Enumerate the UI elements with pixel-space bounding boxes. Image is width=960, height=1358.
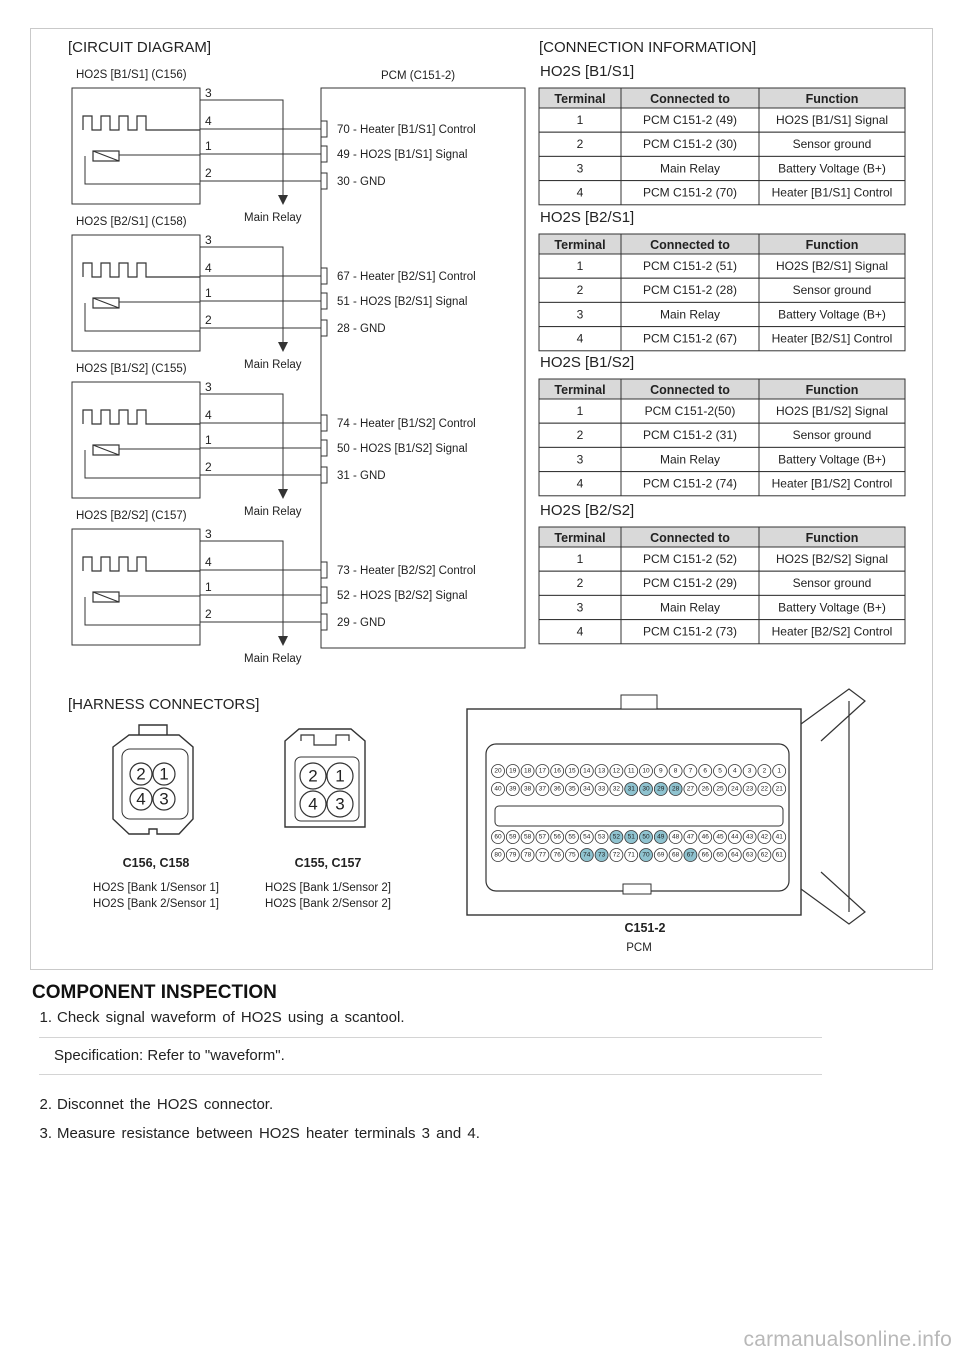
sensor-box xyxy=(72,529,200,645)
sensor-element-slash xyxy=(93,445,119,455)
pcm-pin-number: 18 xyxy=(523,767,532,775)
pcm-pin-number: 24 xyxy=(731,785,739,793)
table-cell: Main Relay xyxy=(659,307,721,322)
pcm-pin-number: 80 xyxy=(494,851,502,859)
sensor-box xyxy=(72,88,200,204)
table-cell: Heater [B1/S1] Control xyxy=(771,185,893,200)
pcm-connector-divider xyxy=(495,806,783,826)
connector-pin-number: 2 xyxy=(308,766,318,786)
pcm-pin-number: 3 xyxy=(747,767,752,775)
connector-pin-number: 4 xyxy=(308,794,318,814)
table-cell: Battery Voltage (B+) xyxy=(778,307,886,322)
arrow-down-icon xyxy=(278,342,288,352)
pcm-pin-number: 40 xyxy=(494,785,502,793)
pcm-pin-number: 11 xyxy=(627,767,635,775)
table-cell: 1 xyxy=(576,404,584,418)
pcm-pin-number: 49 xyxy=(657,833,665,841)
table-cell: PCM C151-2 (30) xyxy=(642,137,738,152)
pcm-pin-number: 51 xyxy=(627,833,635,841)
pcm-connector-key xyxy=(623,884,651,894)
connection-table-4 xyxy=(539,502,905,644)
pin-label: 4 xyxy=(205,261,212,275)
table-cell: HO2S [B2/S2] Signal xyxy=(775,552,889,566)
table-cell: 4 xyxy=(576,476,584,491)
pcm-pin-number: 28 xyxy=(671,785,680,793)
pin-label: 1 xyxy=(205,580,212,594)
pcm-pin-number: 50 xyxy=(642,833,650,841)
connection-table-title: HO2S [B2/S1] xyxy=(540,209,635,226)
pcm-terminal-label: 30 - GND xyxy=(337,176,386,188)
pcm-pin-number: 4 xyxy=(732,767,737,775)
step-3 xyxy=(32,1125,480,1142)
pin-label: 2 xyxy=(205,460,212,474)
circuit-diagram-svg xyxy=(31,29,932,969)
pcm-pin-number: 29 xyxy=(657,785,665,793)
pcm-pin-number: 25 xyxy=(716,785,724,793)
table-cell: PCM C151-2 (73) xyxy=(642,624,738,639)
sensor-element-slash xyxy=(93,298,119,308)
main-relay-wire xyxy=(200,394,283,495)
pcm-pin-number: 35 xyxy=(568,785,576,793)
wiring-diagram-figure xyxy=(30,28,933,970)
pcm-terminal-bracket xyxy=(321,121,327,137)
connector-latch xyxy=(139,725,167,735)
pcm-pin-number: 46 xyxy=(701,833,709,841)
table-header-cell: Function xyxy=(805,531,859,545)
table-cell: Heater [B2/S2] Control xyxy=(771,624,893,639)
pcm-pin-number: 6 xyxy=(703,767,708,775)
table-cell: Sensor ground xyxy=(792,137,872,152)
pcm-terminal-label: 31 - GND xyxy=(337,470,386,482)
table-header-cell: Terminal xyxy=(554,238,606,252)
pcm-pin-number: 60 xyxy=(494,833,502,841)
main-relay-label: Main Relay xyxy=(244,506,302,518)
table-cell: PCM C151-2 (31) xyxy=(642,428,738,443)
specification-note: Specification: Refer to "waveform". xyxy=(39,1037,822,1075)
sensor-circuit-3 xyxy=(72,363,476,518)
pcm-pin-number: 59 xyxy=(509,833,517,841)
table-cell: 4 xyxy=(576,331,584,346)
sensor-circuit-4 xyxy=(72,510,476,665)
pcm-pin-number: 1 xyxy=(777,767,782,775)
connector-desc: HO2S [Bank 2/Sensor 2] xyxy=(265,898,391,910)
heater-element-icon xyxy=(83,263,200,277)
step-number: 2. xyxy=(39,1096,52,1113)
pcm-terminal-bracket xyxy=(321,320,327,336)
pcm-terminal-label: 51 - HO2S [B2/S1] Signal xyxy=(337,296,468,308)
heater-element-icon xyxy=(83,557,200,571)
heater-element-icon xyxy=(83,410,200,424)
pcm-pin-number: 55 xyxy=(568,833,576,841)
sensor-circuit-1 xyxy=(72,69,476,224)
pin-label: 2 xyxy=(205,166,212,180)
table-cell: 1 xyxy=(576,552,584,566)
pin-label: 1 xyxy=(205,139,212,153)
pcm-terminal-label: 70 - Heater [B1/S1] Control xyxy=(337,124,476,136)
pin-label: 1 xyxy=(205,433,212,447)
connector-pin-number: 1 xyxy=(159,764,169,784)
connection-table-title: HO2S [B1/S2] xyxy=(540,354,635,371)
pcm-pin-number: 64 xyxy=(731,851,739,859)
step-text: Measure resistance between HO2S heater terminals 3 and 4. xyxy=(57,1125,480,1142)
pcm-connector-lever xyxy=(801,689,865,924)
ground-wire xyxy=(85,597,200,625)
sensor-name: HO2S [B1/S2] (C155) xyxy=(76,363,187,375)
pcm-pin-number: 71 xyxy=(627,851,635,859)
connector-label: C156, C158 xyxy=(122,856,190,870)
pcm-pin-number: 14 xyxy=(583,767,591,775)
table-cell: 3 xyxy=(576,161,584,176)
pin-label: 1 xyxy=(205,286,212,300)
connector-desc: HO2S [Bank 1/Sensor 1] xyxy=(93,882,219,894)
pcm-connector-label: C151-2 xyxy=(624,921,666,935)
pcm-pin-number: 23 xyxy=(745,785,754,793)
heater-element-icon xyxy=(83,116,200,130)
table-cell: PCM C151-2 (70) xyxy=(642,185,738,200)
table-cell: PCM C151-2 (29) xyxy=(642,576,738,591)
sensor-element-slash xyxy=(93,592,119,602)
pcm-pin-number: 52 xyxy=(612,833,621,841)
pcm-terminal-label: 73 - Heater [B2/S2] Control xyxy=(337,565,476,577)
pcm-pin-number: 37 xyxy=(538,785,547,793)
table-cell: 1 xyxy=(576,259,584,273)
main-relay-label: Main Relay xyxy=(244,653,302,665)
main-relay-label: Main Relay xyxy=(244,212,302,224)
table-header-cell: Function xyxy=(805,238,859,252)
pcm-terminal-label: 67 - Heater [B2/S1] Control xyxy=(337,271,476,283)
main-relay-wire xyxy=(200,100,283,201)
table-cell: Heater [B2/S1] Control xyxy=(771,331,893,346)
pin-label: 3 xyxy=(205,380,212,394)
pcm-pin-number: 77 xyxy=(538,851,547,859)
table-header-cell: Connected to xyxy=(650,531,730,545)
table-cell: Main Relay xyxy=(659,600,721,615)
pcm-pin-number: 68 xyxy=(671,851,680,859)
pcm-box xyxy=(321,88,525,648)
table-cell: 3 xyxy=(576,600,584,615)
connector-label: C155, C157 xyxy=(294,856,362,870)
harness-connectors-title: [HARNESS CONNECTORS] xyxy=(68,696,260,713)
pcm-pin-number: 62 xyxy=(760,851,769,859)
table-cell: 2 xyxy=(576,576,584,591)
pcm-pin-number: 56 xyxy=(553,833,561,841)
pcm-terminal-label: 29 - GND xyxy=(337,617,386,629)
table-cell: PCM C151-2 (49) xyxy=(642,113,738,127)
pcm-pin-number: 39 xyxy=(509,785,517,793)
connector-c156 xyxy=(93,725,219,910)
pin-label: 4 xyxy=(205,408,212,422)
pcm-pin-number: 57 xyxy=(538,833,547,841)
pcm-pin-number: 10 xyxy=(642,767,650,775)
connector-c155 xyxy=(265,729,391,910)
watermark: carmanualsonline.info xyxy=(743,1328,952,1351)
table-cell: Main Relay xyxy=(659,452,721,467)
table-cell: Sensor ground xyxy=(792,283,872,298)
pcm-pin-number: 21 xyxy=(775,785,783,793)
table-cell: Heater [B1/S2] Control xyxy=(771,476,893,491)
pcm-pin-number: 41 xyxy=(775,833,783,841)
table-cell: 1 xyxy=(576,113,584,127)
pcm-pin-number: 42 xyxy=(760,833,769,841)
pcm-pin-number: 65 xyxy=(716,851,724,859)
connection-table-1 xyxy=(539,63,905,205)
table-cell: 2 xyxy=(576,428,584,443)
table-header-cell: Connected to xyxy=(650,383,730,397)
table-cell: PCM C151-2 (67) xyxy=(642,331,738,346)
main-relay-wire xyxy=(200,247,283,348)
pcm-pin-number: 12 xyxy=(612,767,621,775)
table-cell: HO2S [B1/S1] Signal xyxy=(775,113,889,127)
pcm-pin-number: 26 xyxy=(701,785,709,793)
table-cell: Main Relay xyxy=(659,161,721,176)
pcm-terminal-label: 49 - HO2S [B1/S1] Signal xyxy=(337,149,468,161)
pcm-pin-number: 72 xyxy=(612,851,621,859)
pcm-connector-tab xyxy=(621,695,657,709)
step-text: Check signal waveform of HO2S using a scantool. xyxy=(57,1009,405,1026)
connector-desc: HO2S [Bank 1/Sensor 2] xyxy=(265,882,391,894)
sensor-circuit-2 xyxy=(72,216,476,371)
sensor-element-slash xyxy=(93,151,119,161)
connection-table-3 xyxy=(539,354,905,496)
step-number: 1. xyxy=(39,1009,52,1026)
circuit-diagram-title: [CIRCUIT DIAGRAM] xyxy=(68,39,212,56)
pcm-pin-number: 36 xyxy=(553,785,561,793)
pcm-pin-number: 22 xyxy=(760,785,769,793)
pin-label: 4 xyxy=(205,555,212,569)
table-cell: PCM C151-2(50) xyxy=(644,404,736,418)
table-cell: Battery Voltage (B+) xyxy=(778,452,886,467)
connection-table-2 xyxy=(539,209,905,351)
table-cell: 2 xyxy=(576,137,584,152)
pcm-pin-number: 61 xyxy=(775,851,783,859)
pcm-terminal-label: 50 - HO2S [B1/S2] Signal xyxy=(337,443,468,455)
table-cell: 2 xyxy=(576,283,584,298)
pin-label: 3 xyxy=(205,233,212,247)
pcm-pin-number: 73 xyxy=(597,851,606,859)
ground-wire xyxy=(85,303,200,331)
pcm-pin-number: 44 xyxy=(731,833,739,841)
pcm-pin-number: 53 xyxy=(597,833,606,841)
pcm-pin-number: 9 xyxy=(658,767,663,775)
step-1 xyxy=(32,1009,405,1026)
pcm-pin-number: 7 xyxy=(688,767,693,775)
pcm-pin-number: 66 xyxy=(701,851,709,859)
connector-pin-number: 3 xyxy=(159,789,169,809)
pcm-pin-number: 20 xyxy=(494,767,502,775)
pcm-pin-number: 15 xyxy=(568,767,576,775)
pcm-pin-number: 8 xyxy=(673,767,678,775)
pcm-terminal-bracket xyxy=(321,268,327,284)
pcm-pin-number: 78 xyxy=(523,851,532,859)
pcm-pin-number: 33 xyxy=(597,785,606,793)
pcm-pin-number: 67 xyxy=(686,851,695,859)
pcm-pin-number: 31 xyxy=(627,785,635,793)
table-cell: HO2S [B2/S1] Signal xyxy=(775,259,889,273)
pin-label: 4 xyxy=(205,114,212,128)
pcm-pin-number: 13 xyxy=(597,767,606,775)
table-cell: Battery Voltage (B+) xyxy=(778,161,886,176)
pin-label: 3 xyxy=(205,86,212,100)
table-cell: PCM C151-2 (52) xyxy=(642,552,738,566)
table-header-cell: Function xyxy=(805,92,859,106)
ground-wire xyxy=(85,450,200,478)
pin-label: 2 xyxy=(205,607,212,621)
table-cell: Battery Voltage (B+) xyxy=(778,600,886,615)
table-header-cell: Terminal xyxy=(554,531,606,545)
connection-table-title: HO2S [B2/S2] xyxy=(540,502,635,519)
pcm-pin-number: 48 xyxy=(671,833,680,841)
table-cell: HO2S [B1/S2] Signal xyxy=(775,404,889,418)
pcm-connector-sublabel: PCM xyxy=(626,942,652,954)
pcm-pin-number: 30 xyxy=(642,785,650,793)
pcm-terminal-bracket xyxy=(321,293,327,309)
table-cell: PCM C151-2 (74) xyxy=(642,476,738,491)
pcm-terminal-bracket xyxy=(321,467,327,483)
connector-pin-number: 4 xyxy=(136,789,146,809)
connector-face xyxy=(122,749,188,819)
section-title: COMPONENT INSPECTION xyxy=(32,982,277,1003)
pcm-pin-number: 27 xyxy=(686,785,695,793)
main-relay-wire xyxy=(200,541,283,642)
arrow-down-icon xyxy=(278,195,288,205)
table-cell: 3 xyxy=(576,307,584,322)
sensor-box xyxy=(72,382,200,498)
sensor-name: HO2S [B1/S1] (C156) xyxy=(76,69,187,81)
arrow-down-icon xyxy=(278,489,288,499)
pcm-pin-number: 54 xyxy=(583,833,591,841)
table-cell: Sensor ground xyxy=(792,428,872,443)
table-cell: 4 xyxy=(576,624,584,639)
pcm-pin-number: 5 xyxy=(718,767,722,775)
pcm-terminal-label: 74 - Heater [B1/S2] Control xyxy=(337,418,476,430)
pcm-pin-number: 34 xyxy=(583,785,591,793)
pcm-terminal-bracket xyxy=(321,146,327,162)
table-cell: 3 xyxy=(576,452,584,467)
connector-c151-2 xyxy=(467,689,865,954)
pcm-terminal-bracket xyxy=(321,415,327,431)
arrow-down-icon xyxy=(278,636,288,646)
pcm-terminal-label: 28 - GND xyxy=(337,323,386,335)
connection-table-title: HO2S [B1/S1] xyxy=(540,63,635,80)
pcm-pin-number: 19 xyxy=(509,767,517,775)
connector-pin-number: 3 xyxy=(335,794,345,814)
table-cell: 4 xyxy=(576,185,584,200)
table-cell: Sensor ground xyxy=(792,576,872,591)
pcm-pin-number: 76 xyxy=(553,851,561,859)
pcm-pin-number: 2 xyxy=(762,767,767,775)
step-2 xyxy=(32,1096,273,1113)
pin-label: 2 xyxy=(205,313,212,327)
sensor-name: HO2S [B2/S1] (C158) xyxy=(76,216,187,228)
pcm-label: PCM (C151-2) xyxy=(381,70,456,82)
connector-pin-number: 2 xyxy=(136,764,146,784)
table-header-cell: Function xyxy=(805,383,859,397)
ground-wire xyxy=(85,156,200,184)
pcm-terminal-bracket xyxy=(321,614,327,630)
connector-desc: HO2S [Bank 2/Sensor 1] xyxy=(93,898,219,910)
main-relay-label: Main Relay xyxy=(244,359,302,371)
pcm-pin-number: 79 xyxy=(509,851,517,859)
table-header-cell: Terminal xyxy=(554,383,606,397)
pin-label: 3 xyxy=(205,527,212,541)
connection-info-title: [CONNECTION INFORMATION] xyxy=(539,39,757,56)
table-header-cell: Terminal xyxy=(554,92,606,106)
table-cell: PCM C151-2 (51) xyxy=(642,259,738,273)
pcm-pin-number: 58 xyxy=(523,833,532,841)
connector-pin-number: 1 xyxy=(335,766,345,786)
pcm-terminal-bracket xyxy=(321,173,327,189)
pcm-pin-number: 38 xyxy=(523,785,532,793)
pcm-pin-number: 32 xyxy=(612,785,621,793)
sensor-box xyxy=(72,235,200,351)
pcm-pin-number: 70 xyxy=(642,851,650,859)
sensor-name: HO2S [B2/S2] (C157) xyxy=(76,510,187,522)
pcm-pin-number: 17 xyxy=(538,767,547,775)
step-text: Disconnet the HO2S connector. xyxy=(57,1096,274,1113)
step-number: 3. xyxy=(39,1125,52,1142)
pcm-pin-number: 69 xyxy=(657,851,665,859)
pcm-pin-number: 45 xyxy=(716,833,724,841)
pcm-terminal-bracket xyxy=(321,440,327,456)
pcm-pin-number: 63 xyxy=(745,851,754,859)
table-header-cell: Connected to xyxy=(650,238,730,252)
pcm-pin-number: 74 xyxy=(583,851,591,859)
pcm-pin-number: 75 xyxy=(568,851,576,859)
pcm-pin-number: 43 xyxy=(745,833,754,841)
pcm-pin-number: 47 xyxy=(686,833,695,841)
pcm-terminal-label: 52 - HO2S [B2/S2] Signal xyxy=(337,590,468,602)
table-cell: PCM C151-2 (28) xyxy=(642,283,738,298)
pcm-terminal-bracket xyxy=(321,562,327,578)
pcm-terminal-bracket xyxy=(321,587,327,603)
pcm-pin-number: 16 xyxy=(553,767,561,775)
table-header-cell: Connected to xyxy=(650,92,730,106)
